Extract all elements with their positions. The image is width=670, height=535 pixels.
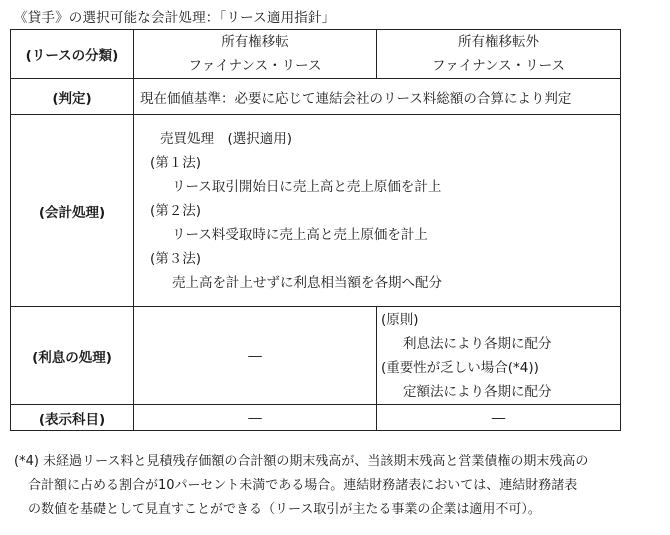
table-row-judgment (11, 79, 621, 115)
footnote-line-3: の数値を基礎として見直すことができる（リース取引が主たる事業の企業は適用不可）。 (28, 502, 541, 517)
col-header-non-transfer (377, 30, 621, 79)
accounting-line: (第１法) (150, 154, 202, 171)
table-row-accounting (11, 115, 621, 307)
col-header-non-transfer-line2: ファイナンス・リース (432, 58, 565, 74)
accounting-line: リース料受取時に売上高と売上原価を計上 (172, 226, 428, 243)
accounting-line: (第３法) (150, 250, 202, 267)
row-label-judgment: (判定) (11, 79, 134, 115)
footnote (14, 450, 664, 522)
accounting-line: リース取引開始日に売上高と売上原価を計上 (172, 178, 442, 195)
col-header-non-transfer-line1: 所有権移転外 (458, 34, 539, 50)
row-label-interest: (利息の処理) (11, 307, 134, 405)
accounting-line: (第２法) (150, 202, 202, 219)
interest-line: 利息法により各期に配分 (403, 335, 552, 352)
judgment-text: 現在価値基準：必要に応じて連結会社のリース料総額の合算により判定 (134, 79, 621, 115)
display-non-transfer-value: ― (377, 405, 621, 431)
page-title: 《貸手》の選択可能な会計処理：「リース適用指針」 (14, 10, 336, 26)
interest-line: (重要性が乏しい場合(*4)) (381, 359, 539, 376)
lease-accounting-table (10, 29, 621, 431)
row-label-display: (表示科目) (11, 405, 134, 431)
col-header-transfer (134, 30, 377, 79)
table-row-display (11, 405, 621, 431)
interest-non-transfer-content (377, 307, 621, 405)
row-label-classification: (リースの分類) (11, 30, 134, 79)
col-header-transfer-line2: ファイナンス・リース (188, 58, 322, 74)
interest-transfer-value: ― (134, 307, 377, 405)
footnote-line-1: (*4) 未経過リース料と見積残存価額の合計額の期末残高が、当該期末残高と営業債権の期末残高の (14, 454, 589, 469)
accounting-line: 売買処理 (選択適用) (160, 130, 293, 147)
table-row-classification (11, 30, 621, 79)
footnote-line-2: 合計額に占める割合が10パーセント未満である場合。連結財務諸表においては、連結財務諸表 (28, 478, 578, 493)
interest-line: (原則) (381, 311, 419, 328)
accounting-line: 売上高を計上せずに利息相当額を各期へ配分 (172, 274, 442, 291)
table-row-interest (11, 307, 621, 405)
accounting-content (134, 115, 621, 307)
interest-line: 定額法により各期に配分 (403, 383, 552, 400)
display-transfer-value: ― (134, 405, 377, 431)
row-label-accounting: (会計処理) (11, 115, 134, 307)
col-header-transfer-line1: 所有権移転 (221, 34, 289, 50)
